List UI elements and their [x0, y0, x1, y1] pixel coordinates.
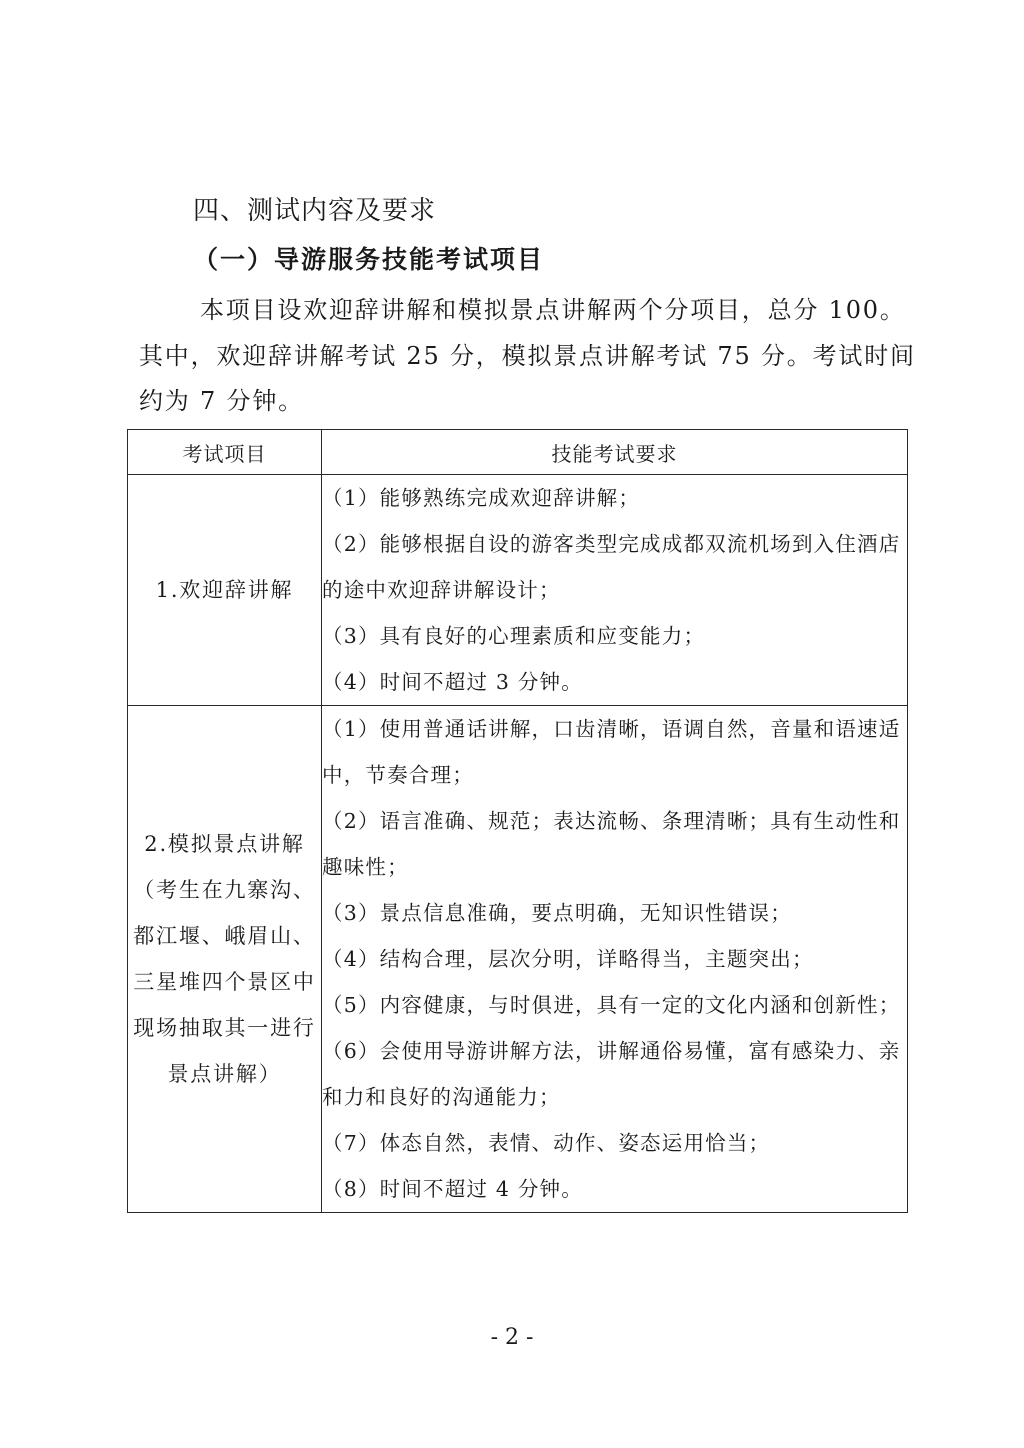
column-header-exam-item: 考试项目	[128, 430, 322, 475]
sub-heading: （一）导游服务技能考试项目	[193, 245, 545, 274]
requirement-item: （1）使用普通话讲解，口齿清晰，语调自然，音量和语速适中，节奏合理；	[322, 717, 901, 787]
table-header-row	[128, 430, 908, 475]
exam-item-cell	[128, 475, 322, 706]
requirement-item: （8）时间不超过 4 分钟。	[322, 1177, 583, 1201]
exam-item-cell	[128, 706, 322, 1213]
column-header-requirements: 技能考试要求	[322, 430, 908, 475]
exam-requirements-table	[127, 429, 908, 1213]
requirement-item: （4）时间不超过 3 分钟。	[322, 670, 583, 694]
table-row	[128, 475, 908, 706]
exam-item-name: 2.模拟景点讲解	[144, 832, 305, 856]
exam-item-name: 1.欢迎辞讲解	[155, 578, 294, 602]
requirements-cell	[322, 706, 908, 1213]
table-row	[128, 706, 908, 1213]
intro-paragraph: 本项目设欢迎辞讲解和模拟景点讲解两个分项目，总分 100。其中，欢迎辞讲解考试 25 分，模拟景点讲解考试 75 分。考试时间约为 7 分钟。	[139, 296, 916, 415]
requirement-item: （4）结构合理，层次分明，详略得当，主题突出；	[322, 947, 814, 971]
requirement-item: （2）能够根据自设的游客类型完成成都双流机场到入住酒店的途中欢迎辞讲解设计；	[322, 532, 901, 602]
page-number: - 2 -	[490, 1325, 534, 1350]
requirement-item: （5）内容健康，与时俱进，具有一定的文化内涵和创新性；	[322, 993, 901, 1017]
section-heading: 四、测试内容及要求	[193, 196, 437, 226]
requirement-item: （3）具有良好的心理素质和应变能力；	[322, 624, 706, 648]
requirement-item: （2）语言准确、规范；表达流畅、条理清晰；具有生动性和趣味性；	[322, 809, 901, 879]
requirement-item: （1）能够熟练完成欢迎辞讲解；	[322, 486, 641, 510]
requirement-item: （3）景点信息准确，要点明确，无知识性错误；	[322, 901, 792, 925]
requirement-item: （7）体态自然，表情、动作、姿态运用恰当；	[322, 1131, 771, 1155]
exam-item-note: （考生在九寨沟、都江堰、峨眉山、三星堆四个景区中现场抽取其一进行景点讲解）	[133, 878, 316, 1086]
requirements-cell	[322, 475, 908, 706]
requirement-item: （6）会使用导游讲解方法，讲解通俗易懂，富有感染力、亲和力和良好的沟通能力；	[322, 1039, 901, 1109]
